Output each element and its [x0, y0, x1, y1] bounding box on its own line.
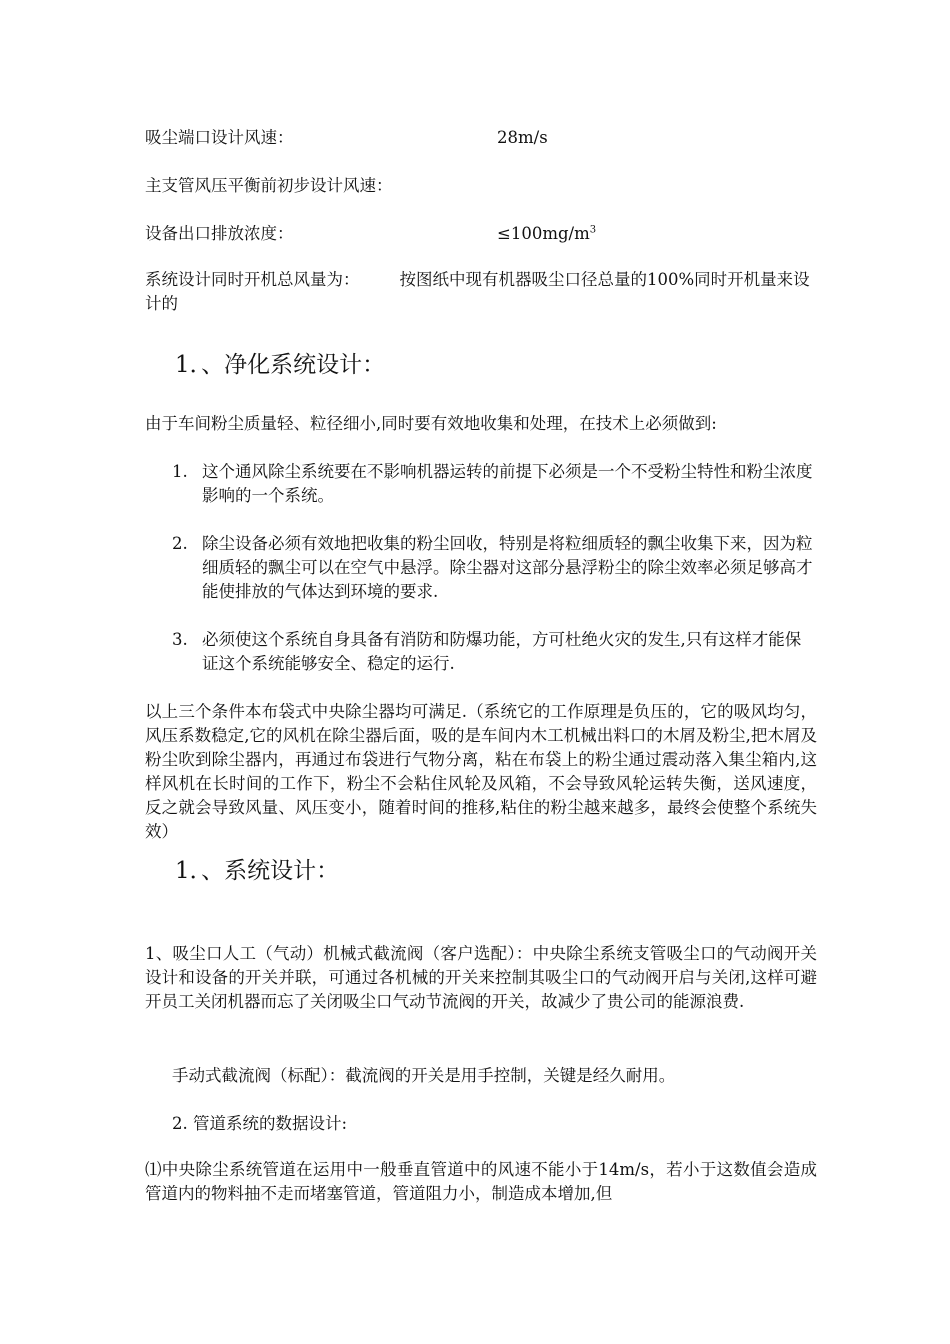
spec-label: 主支管风压平衡前初步设计风速：	[145, 176, 393, 195]
manual-valve-line: 手动式截流阀（标配）：截流阀的开关是用手控制，关键是经久耐用。	[172, 1066, 676, 1085]
spec-value-superscript: 3	[589, 224, 597, 236]
spec-value-text: ≤100mg/m	[497, 224, 590, 243]
spec-value: 按图纸中现有机器吸尘口径总量的100%同时开机量来设计的	[145, 270, 810, 313]
pipe-data-title: 2. 管道系统的数据设计:	[172, 1114, 348, 1133]
list-number: 3.	[172, 630, 188, 649]
spec-value: 28m/s	[497, 128, 548, 147]
spec-total-air	[145, 268, 825, 316]
list-text: 这个通风除尘系统要在不影响机器运转的前提下必须是一个不受粉尘特性和粉尘浓度影响的一个系统。	[202, 462, 813, 505]
list-text: 必须使这个系统自身具备有消防和防爆功能，方可杜绝火灾的发生,只有这样才能保证这个系统能够安全、稳定的运行.	[202, 630, 802, 673]
valve-paragraph: 1、吸尘口人工（气动）机械式截流阀（客户选配）：中央除尘系统支管吸尘口的气动阀开关设计和设备的开关并联，可通过各机械的开关来控制其吸尘口的气动阀开启与关闭,这样可避开员工关闭机器而忘了关闭吸尘口气动节流阀的开关，故减少了贵公司的能源浪费.	[145, 944, 817, 1011]
section-heading-purification: 1．、净化系统设计：	[175, 352, 386, 378]
list-number: 2.	[172, 534, 188, 553]
spec-pipe-balance	[145, 174, 393, 198]
summary-paragraph: 以上三个条件本布袋式中央除尘器均可满足.（系统它的工作原理是负压的，它的吸风均匀，风压系数稳定,它的风机在除尘器后面，吸的是车间内木工机械出料口的木屑及粉尘,把木屑及粉尘吹到除尘器内，再通过布袋进行气物分离，粘在布袋上的粉尘通过震动落入集尘箱内,这样风机在长时间的工作下，粉尘不会粘住风轮及风箱，不会导致风轮运转失衡，送风速度，反之就会导致风量、风压变小，随着时间的推移,粘住的粉尘越来越多，最终会使整个系统失效）	[145, 702, 817, 841]
spec-label: 系统设计同时开机总风量为：	[145, 270, 360, 289]
spec-value	[497, 222, 596, 246]
section-heading-system-design: 1．、系统设计：	[175, 858, 340, 884]
spec-label: 设备出口排放浓度：	[145, 224, 294, 243]
pipe-paragraph: ⑴中央除尘系统管道在运用中一般垂直管道中的风速不能小于14m/s，若小于这数值会造成管道内的物料抽不走而堵塞管道，管道阻力小，制造成本增加,但	[145, 1160, 817, 1203]
spec-outlet-concentration	[145, 222, 597, 246]
list-text: 除尘设备必须有效地把收集的粉尘回收，特别是将粒细质轻的飘尘收集下来，因为粒细质轻的飘尘可以在空气中悬浮。除尘器对这部分悬浮粉尘的除尘效率必须足够高才能使排放的气体达到环境的要求.	[202, 534, 813, 601]
spec-label: 吸尘端口设计风速：	[145, 128, 294, 147]
section-intro: 由于车间粉尘质量轻、粒径细小,同时要有效地收集和处理，在技术上必须做到:	[145, 414, 717, 433]
list-number: 1.	[172, 462, 188, 481]
spec-inlet-speed	[145, 126, 548, 150]
